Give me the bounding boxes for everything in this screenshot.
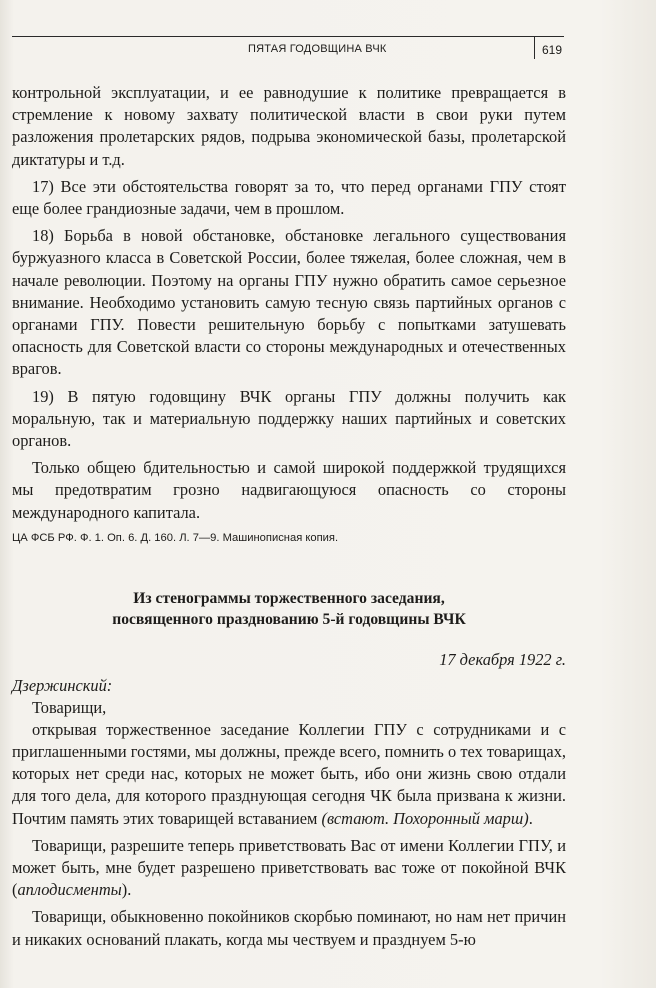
page-body: [12, 82, 566, 956]
paragraph-closing: Только общею бдительностью и самой широкой поддержкой трудящихся мы предотвратим грозно надвигающуюся опасность со стороны международного капитала.: [12, 458, 566, 522]
archival-source-note: ЦА ФСБ РФ. Ф. 1. Оп. 6. Д. 160. Л. 7—9. Машинописная копия.: [12, 531, 339, 544]
greeting: Товарищи,: [32, 697, 107, 717]
header-divider: [534, 37, 535, 59]
running-title: ПЯТАЯ ГОДОВЩИНА ВЧК: [248, 43, 387, 55]
speech-paragraph-1: [12, 719, 566, 830]
stage-remark: аплодисменты: [17, 880, 122, 900]
paragraph-continuation: контрольной эксплуатации, и ее равнодушие к политике превращается в стремление к новому захвату политической власти в свои руки путем разложения пролетарских рядов, подрыва экономической базы, пролетарской диктатуры и т.д.: [12, 83, 566, 169]
stage-remark: (встают. Похоронный марш): [321, 808, 529, 828]
speech-text-end: .: [528, 808, 533, 828]
speech-paragraph-2: [12, 835, 566, 902]
speech-text-end: ).: [121, 880, 132, 900]
paragraph-item-19: 19) В пятую годовщину ВЧК органы ГПУ должны получить как моральную, так и материальную поддержку наших партийных и советских органов.: [12, 386, 566, 451]
document-heading: [12, 588, 566, 630]
heading-line-1: Из стенограммы торжественного заседания,: [133, 589, 445, 607]
running-header: [12, 36, 564, 67]
page-number: 619: [542, 43, 563, 57]
paragraph-item-18: 18) Борьба в новой обстановке, обстановке легального существования буржуазного класса в Советской России, более тяжелая, более сложная, чем в начале революции. Поэтому на органы ГПУ нужно обратить самое серьезное внимание. Необходимо установить самую тесную связь партийных органов с органами ГПУ. Повести решительную борьбу с попытками затушевать опасность для Советской власти со стороны международных и отечественных врагов.: [12, 226, 566, 379]
speech-paragraph-3: Товарищи, обыкновенно покойников скорбью поминают, но нам нет причин и никаких оснований плакать, когда мы чествуем и празднуем 5-ю: [12, 907, 566, 949]
speaker-name: Дзержинский:: [12, 675, 113, 695]
speech-text: открывая торжественное заседание Коллегии ГПУ с сотрудниками и с приглашенными гостями, мы должны, прежде всего, помнить о тех товарищах, которых нет среди нас, которых не может быть, ибо они жизнь свою отдали для того дела, для которого празднующая сегодня ЧК была призвана к жизни. Почтим память этих товарищей вставанием: [12, 719, 566, 828]
paragraph-item-17: 17) Все эти обстоятельства говорят за то, что перед органами ГПУ стоят еще более грандиозные задачи, чем в прошлом.: [12, 176, 566, 219]
speech-text: Товарищи, разрешите теперь приветствовать Вас от имени Коллегии ГПУ, и может быть, мне будет разрешено приветствовать вас тоже от покойной ВЧК (: [12, 835, 566, 900]
document-date: 17 декабря 1922 г.: [439, 649, 566, 669]
heading-line-2: посвященного празднованию 5-й годовщины ВЧК: [112, 610, 466, 628]
